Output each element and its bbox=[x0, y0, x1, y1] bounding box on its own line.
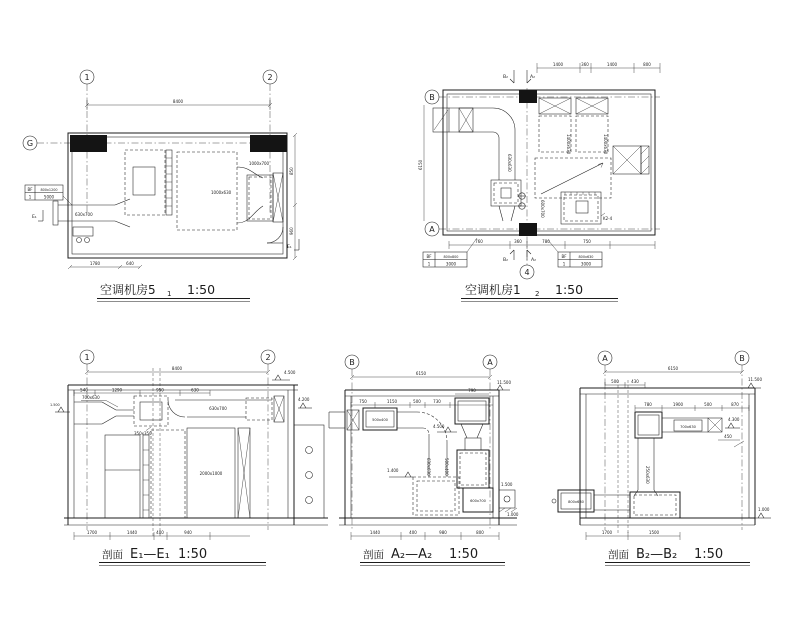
unit-size-label: 1400x630 bbox=[566, 134, 571, 155]
dim-text: 870 bbox=[731, 402, 739, 407]
section-a2 bbox=[325, 340, 545, 575]
door-swing bbox=[267, 227, 283, 243]
dim-text: 1780 bbox=[89, 261, 101, 266]
callout-cell: 1 bbox=[562, 261, 566, 267]
dim-text: 450 bbox=[724, 434, 732, 439]
equipment-size-label: 500x400 bbox=[372, 418, 388, 422]
dim-text: 500 bbox=[704, 402, 712, 407]
title-text: 空调机房1 bbox=[465, 283, 521, 297]
dimension-bottom bbox=[74, 530, 250, 540]
title-text: 空调机房5 bbox=[100, 283, 156, 297]
elevation-text: 1.500 bbox=[50, 403, 60, 407]
grid-label: 2 bbox=[267, 73, 273, 82]
column bbox=[250, 135, 287, 152]
grid-bubbles bbox=[345, 355, 497, 530]
callout-cell: 3000 bbox=[580, 261, 592, 267]
dimension-top bbox=[85, 99, 272, 110]
callout-cell: 1 bbox=[28, 194, 32, 200]
exhaust-elbow-duct bbox=[433, 108, 521, 221]
callout-cell: 800x1200 bbox=[40, 188, 58, 192]
grid-label: 4 bbox=[524, 268, 530, 277]
dim-text: 1700 bbox=[601, 530, 613, 535]
louver-callout-right bbox=[548, 240, 602, 267]
intake-hopper bbox=[50, 402, 134, 424]
dim-text: 400 bbox=[409, 530, 417, 535]
dim-text: 750 bbox=[359, 399, 367, 404]
grid-label: G bbox=[26, 139, 34, 148]
duct-size-label: 500x400 bbox=[444, 458, 449, 476]
louver-callout-table bbox=[25, 185, 72, 205]
section-marker: E₁ bbox=[32, 215, 37, 220]
duct-size-label: 630x700 bbox=[75, 212, 93, 217]
dim-text: 800 bbox=[643, 62, 651, 67]
grid-label: B bbox=[429, 93, 435, 102]
dimension-top bbox=[537, 62, 660, 73]
structure bbox=[64, 385, 328, 525]
elevation-text: 4.300 bbox=[728, 417, 740, 422]
base-unit bbox=[630, 492, 680, 518]
drawing-title bbox=[461, 282, 618, 302]
grid-bubbles bbox=[80, 350, 275, 530]
elevation-roof bbox=[272, 370, 296, 380]
dimension-top bbox=[603, 366, 744, 388]
duct-size-label: 1000x700 bbox=[248, 161, 270, 166]
wall-duct-stub bbox=[329, 410, 359, 430]
section-marker: E₁ bbox=[287, 245, 292, 250]
elbow-down-duct bbox=[397, 412, 449, 477]
unit-size-label: 1400x630 bbox=[603, 134, 608, 155]
section-b2 bbox=[550, 340, 780, 575]
title-subscript: 2 bbox=[535, 290, 540, 298]
dim-text: 1500 bbox=[648, 530, 660, 535]
plan-view-room1 bbox=[415, 50, 680, 310]
room-walls bbox=[443, 90, 655, 236]
title-name: E₁—E₁ bbox=[130, 547, 170, 562]
right-assembly bbox=[433, 388, 489, 488]
dimension-right bbox=[289, 133, 297, 260]
elevation-text: 4.500 bbox=[284, 370, 296, 375]
grid-label: B bbox=[349, 358, 355, 367]
dim-text: 500 bbox=[611, 379, 619, 384]
title-scale: 1:50 bbox=[694, 547, 724, 562]
section-marker: B₂ bbox=[503, 258, 508, 263]
valve-circles bbox=[518, 193, 545, 218]
dim-text: 780 bbox=[644, 402, 652, 407]
cut-lines bbox=[153, 368, 160, 538]
elevation-text: 11.500 bbox=[497, 380, 511, 385]
dim-text: 500 bbox=[413, 399, 421, 404]
drawing-title bbox=[360, 547, 505, 566]
duct-size-label: 1000x630 bbox=[211, 190, 232, 195]
dimension-bottom bbox=[68, 261, 142, 269]
dim-text: 6150 bbox=[418, 159, 423, 170]
duct-size-label: 700x630 bbox=[82, 395, 100, 400]
grid-label: 1 bbox=[84, 73, 90, 82]
grid-label: A bbox=[429, 225, 435, 234]
duct-size-label: 630x630 bbox=[507, 154, 512, 172]
dim-text: 1150 bbox=[386, 399, 398, 404]
elevation-text: 1.000 bbox=[507, 512, 519, 517]
drawing-title bbox=[605, 547, 750, 566]
dimension-top bbox=[85, 366, 270, 374]
plan-view-room5 bbox=[15, 55, 335, 310]
title-prefix: 剖面 bbox=[608, 549, 629, 561]
wall-louver bbox=[613, 146, 649, 174]
callout-cell: BF bbox=[426, 254, 432, 259]
rooftop-units bbox=[539, 98, 608, 155]
dimension-top bbox=[350, 371, 492, 379]
dim-text: 630 bbox=[191, 387, 199, 393]
title-prefix: 剖面 bbox=[363, 549, 384, 561]
grid-label: 2 bbox=[265, 353, 271, 362]
column bbox=[519, 223, 537, 236]
equipment-size-label: 2000x1000 bbox=[199, 471, 223, 476]
title-scale: 1:50 bbox=[449, 547, 479, 562]
callout-cell: 5000 bbox=[43, 194, 55, 200]
section-e1 bbox=[50, 340, 330, 575]
drawing-title bbox=[99, 547, 266, 566]
dim-text: 8400 bbox=[172, 99, 184, 104]
column bbox=[70, 135, 107, 152]
dim-text: 940 bbox=[184, 530, 192, 535]
dim-text: 8400 bbox=[171, 366, 183, 371]
dim-text: 980 bbox=[439, 530, 447, 535]
elevation-text: 4.500 bbox=[433, 424, 445, 429]
dim-text: 540 bbox=[80, 387, 88, 393]
drawing-title bbox=[97, 282, 250, 302]
equipment-size-label: 600x700 bbox=[470, 499, 486, 503]
elevation-text: 4.200 bbox=[298, 397, 310, 402]
dim-text: 730 bbox=[433, 399, 441, 404]
dim-text: 360 bbox=[514, 239, 522, 244]
title-prefix: 剖面 bbox=[102, 549, 123, 561]
dim-text: 1440 bbox=[369, 530, 381, 535]
section-marker: A₂ bbox=[530, 75, 535, 80]
dim-text: 6150 bbox=[667, 366, 679, 371]
elevation-text: 1.000 bbox=[758, 507, 770, 512]
dimension-bottom bbox=[449, 239, 655, 249]
dim-text: 750 bbox=[583, 239, 591, 244]
title-subscript: 1 bbox=[167, 290, 172, 298]
title-scale: 1:50 bbox=[187, 282, 216, 297]
callout-cell: 3000 bbox=[445, 261, 457, 267]
title-name: A₂—A₂ bbox=[391, 547, 433, 562]
elevation-text: 11.500 bbox=[748, 377, 762, 382]
dim-text: 1700 bbox=[86, 530, 98, 535]
dim-text: 1290 bbox=[111, 387, 123, 393]
dim-text: 800 bbox=[476, 530, 484, 535]
grid-bubbles bbox=[425, 88, 660, 279]
grid-bubbles bbox=[23, 70, 283, 215]
dim-text: 780 bbox=[542, 239, 550, 244]
duct-size-label: 350x350 bbox=[134, 431, 152, 436]
dim-text: 1440 bbox=[126, 530, 138, 535]
elevation-roof bbox=[745, 377, 762, 388]
left-outside-box bbox=[552, 490, 630, 512]
grid-label: A bbox=[602, 354, 608, 363]
dim-text: 430 bbox=[631, 379, 639, 384]
vertical-duct bbox=[634, 438, 658, 496]
dimension-duct-row bbox=[635, 402, 749, 411]
section-marker: B₂ bbox=[503, 75, 508, 80]
callout-cell: 1 bbox=[427, 261, 431, 267]
grid-bubbles bbox=[598, 351, 749, 530]
callout-cell: 800x800 bbox=[443, 255, 459, 259]
elevation-floor bbox=[755, 507, 771, 518]
callout-cell: BF bbox=[27, 187, 33, 192]
dim-text: 790 bbox=[468, 388, 476, 393]
grid-label: A bbox=[487, 358, 493, 367]
section-cut-markers-top bbox=[503, 70, 535, 83]
duct-size-label: 600x700 bbox=[540, 200, 545, 218]
equipment-tag: K2-4 bbox=[603, 216, 613, 221]
horizontal-duct bbox=[168, 396, 312, 422]
title-scale: 1:50 bbox=[178, 547, 208, 562]
dimension-bottom bbox=[586, 530, 680, 540]
section-marker: A₂ bbox=[531, 258, 536, 263]
dim-text: 850 bbox=[289, 167, 294, 175]
elevation-text: 1.400 bbox=[387, 468, 399, 473]
louver-callout-left bbox=[423, 238, 477, 267]
duct-end-box bbox=[81, 395, 168, 436]
dim-text: 1400 bbox=[606, 62, 618, 67]
dim-text: 640 bbox=[126, 261, 134, 266]
dim-text: 1400 bbox=[552, 62, 564, 67]
dimension-bottom bbox=[351, 530, 499, 540]
title-name: B₂—B₂ bbox=[636, 547, 678, 562]
elevation-roof bbox=[494, 380, 511, 390]
floor-equipment bbox=[105, 428, 250, 518]
elevation-text: 1.500 bbox=[501, 482, 513, 487]
duct-size-label: 630x700 bbox=[209, 406, 227, 411]
dim-text: 760 bbox=[475, 239, 483, 244]
dim-text: 360 bbox=[581, 62, 589, 67]
floor-unit-k2-4 bbox=[561, 192, 613, 224]
duct-size-label: 700x630 bbox=[680, 425, 696, 429]
dimension-sub-top bbox=[351, 399, 493, 408]
supply-duct-bottom-left bbox=[53, 199, 130, 243]
dim-text: 400 bbox=[156, 530, 164, 535]
dim-text: 6150 bbox=[415, 371, 427, 376]
right-unit-with-damper bbox=[247, 161, 283, 243]
bottom-right-unit bbox=[463, 482, 519, 517]
dim-text: 950 bbox=[156, 387, 164, 393]
grid-label: B bbox=[739, 354, 745, 363]
column bbox=[519, 90, 537, 103]
duct-size-label: 250x630 bbox=[645, 466, 650, 484]
dimension-left bbox=[418, 105, 424, 221]
equipment-size-label: 800x630 bbox=[568, 500, 584, 504]
grid-label: 1 bbox=[84, 353, 90, 362]
dim-text: 960 bbox=[289, 227, 294, 235]
dim-text: 1900 bbox=[672, 402, 684, 407]
structure bbox=[580, 380, 755, 535]
title-scale: 1:50 bbox=[555, 282, 584, 297]
left-box bbox=[363, 408, 397, 430]
ceiling-duct-run bbox=[635, 412, 744, 447]
callout-cell: BF bbox=[561, 254, 567, 259]
callout-cell: 800x630 bbox=[578, 255, 594, 259]
duct-size-label: 630x630 bbox=[426, 458, 431, 476]
section-cut-markers-bottom bbox=[503, 250, 536, 263]
